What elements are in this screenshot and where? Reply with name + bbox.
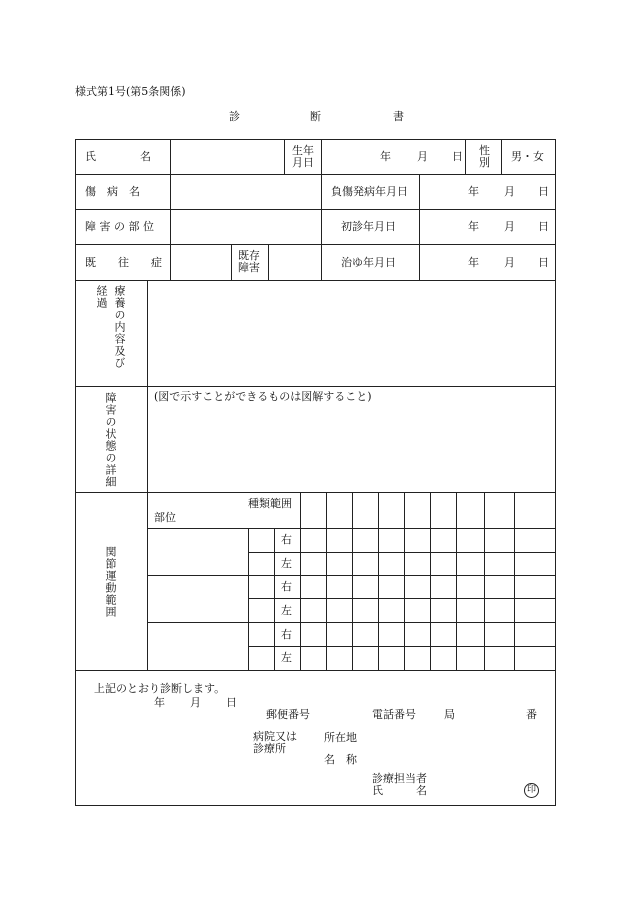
medical-history-label: 既 往 症 — [85, 256, 162, 269]
onset-year: 年 — [468, 185, 479, 198]
title-char-1: 診 — [229, 110, 240, 123]
existing-label-1: 既存 — [238, 249, 260, 262]
institution-name-label: 名 称 — [324, 753, 357, 766]
disability-site-label: 障 害 の 部 位 — [85, 220, 154, 233]
sex-label-1: 性 — [479, 144, 490, 157]
title-char-3: 書 — [393, 110, 404, 123]
diagnosis-statement: 上記のとおり診断します。 — [94, 682, 226, 695]
birth-day: 日 — [452, 150, 463, 163]
rom-label: 関節運動範囲 — [104, 546, 117, 618]
rom-side-right: 右 — [281, 533, 292, 546]
phone-number-label: 番 — [526, 708, 537, 721]
birth-month: 月 — [417, 150, 428, 163]
sex-label-2: 別 — [479, 156, 490, 169]
disability-note: (図で示すことができるものは図解すること) — [154, 390, 372, 403]
hospital-label-1: 病院又は — [253, 730, 297, 743]
onset-day: 日 — [538, 185, 549, 198]
seal-mark: 印 — [524, 783, 539, 798]
treatment-label-col2: 経過 — [95, 285, 108, 309]
first-visit-year: 年 — [468, 220, 479, 233]
disability-detail-label: 障害の状態の詳細 — [104, 392, 117, 488]
injury-name-label: 傷 病 名 — [85, 185, 140, 198]
cure-year: 年 — [468, 256, 479, 269]
birth-label-2: 月日 — [292, 156, 314, 169]
footer-month: 月 — [190, 696, 201, 709]
onset-month: 月 — [504, 185, 515, 198]
rom-side-left: 左 — [281, 557, 292, 570]
birth-label-1: 生年 — [292, 144, 314, 157]
address-label: 所在地 — [324, 731, 357, 744]
sex-choice[interactable]: 男・女 — [511, 150, 544, 163]
cure-day: 日 — [538, 256, 549, 269]
first-visit-label: 初診年月日 — [341, 220, 396, 233]
first-visit-month: 月 — [504, 220, 515, 233]
phone-label: 電話番号 — [372, 708, 416, 721]
rom-side-left: 左 — [281, 651, 292, 664]
form-number: 様式第1号(第5条関係) — [75, 85, 186, 98]
doctor-label-1: 診療担当者 — [372, 772, 427, 785]
cure-date-label: 治ゆ年月日 — [341, 256, 396, 269]
rom-header-part: 部位 — [154, 511, 176, 524]
footer-day: 日 — [226, 696, 237, 709]
birth-year: 年 — [380, 150, 391, 163]
postal-code-label: 郵便番号 — [266, 708, 310, 721]
onset-date-label: 負傷発病年月日 — [331, 185, 408, 198]
phone-bureau-label: 局 — [444, 708, 455, 721]
rom-side-right: 右 — [281, 628, 292, 641]
first-visit-day: 日 — [538, 220, 549, 233]
title-char-2: 断 — [310, 110, 321, 123]
rom-header-kind: 種類範囲 — [248, 497, 292, 510]
cure-month: 月 — [504, 256, 515, 269]
existing-label-2: 障害 — [238, 261, 260, 274]
hospital-label-2: 診療所 — [253, 742, 286, 755]
rom-side-left: 左 — [281, 604, 292, 617]
name-label: 氏 名 — [85, 150, 151, 163]
doctor-label-2: 氏 名 — [372, 784, 427, 797]
treatment-label-col1: 療養の内容及び — [113, 285, 126, 369]
footer-year: 年 — [154, 696, 165, 709]
rom-side-right: 右 — [281, 580, 292, 593]
